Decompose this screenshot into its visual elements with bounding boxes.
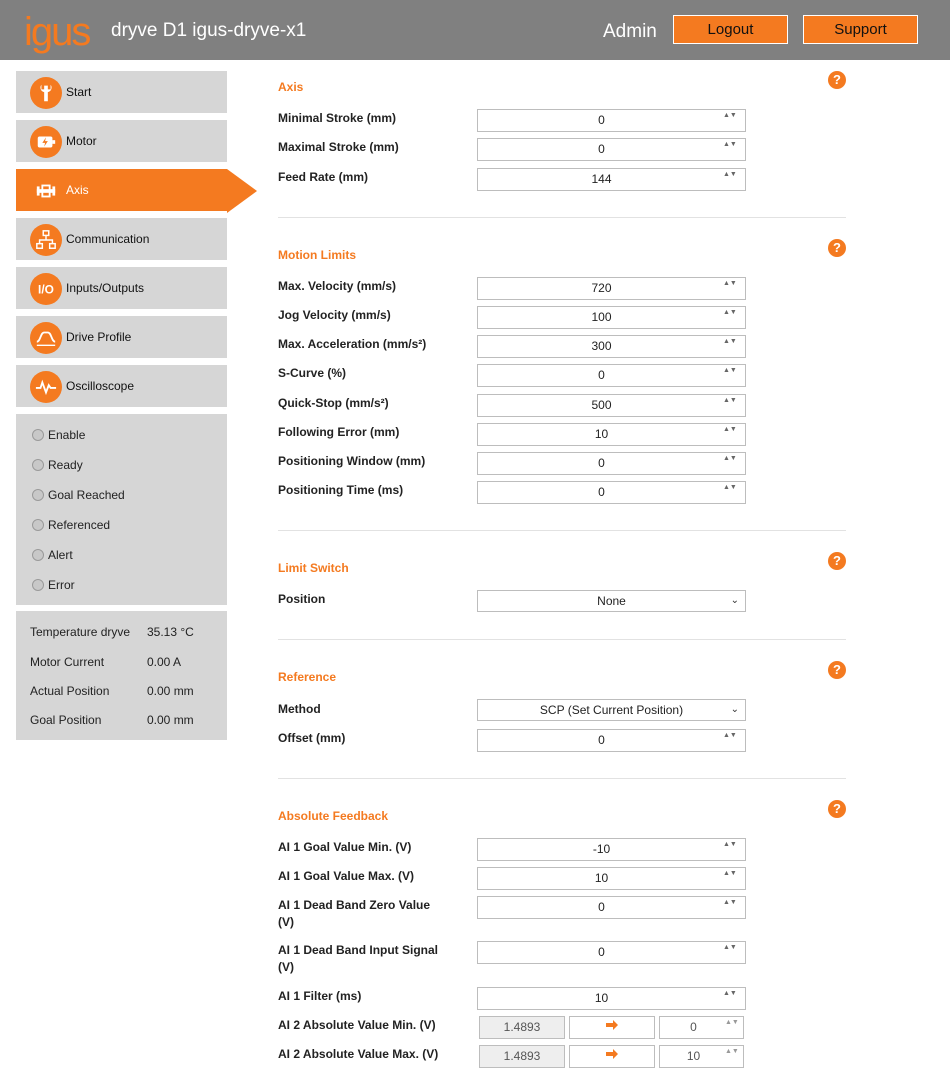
section-title-absolute-feedback: Absolute Feedback bbox=[278, 809, 389, 823]
spinner-icon[interactable]: ▲▼ bbox=[725, 1048, 739, 1055]
sidebar-item-start[interactable] bbox=[16, 71, 227, 114]
status-label: Alert bbox=[48, 548, 73, 562]
status-label: Goal Reached bbox=[48, 488, 125, 502]
info-label: Actual Position bbox=[30, 684, 110, 698]
info-value: 35.13 °C bbox=[147, 625, 194, 639]
field-label: Positioning Window (mm) bbox=[278, 454, 426, 468]
arrow-right-icon bbox=[605, 1048, 619, 1060]
spinner-icon[interactable]: ▲▼ bbox=[723, 141, 737, 148]
sidebar-item-motor[interactable] bbox=[16, 120, 227, 163]
input-value: 100 bbox=[591, 310, 612, 324]
section-title-axis: Axis bbox=[278, 80, 304, 94]
input-value: 0 bbox=[598, 456, 605, 470]
spinner-icon[interactable]: ▲▼ bbox=[723, 944, 737, 951]
field-label: Position bbox=[278, 592, 326, 606]
input-value: 720 bbox=[591, 281, 612, 295]
field-label: AI 1 Dead Band Input Signal (V) bbox=[278, 943, 439, 974]
jog-velocity-input[interactable] bbox=[477, 306, 746, 329]
chevron-down-icon: ⌄ bbox=[730, 704, 739, 715]
status-indicator bbox=[32, 429, 44, 441]
reference-method-select[interactable] bbox=[477, 699, 746, 721]
ai1-dead-band-zero-input[interactable] bbox=[477, 896, 746, 919]
field-label: Jog Velocity (mm/s) bbox=[278, 308, 391, 322]
sidebar-item-label: Start bbox=[66, 85, 92, 99]
spinner-icon[interactable]: ▲▼ bbox=[723, 309, 737, 316]
spinner-icon[interactable]: ▲▼ bbox=[723, 455, 737, 462]
sidebar-item-oscilloscope[interactable] bbox=[16, 365, 227, 408]
info-label: Temperature dryve bbox=[30, 625, 131, 639]
spinner-icon[interactable]: ▲▼ bbox=[723, 732, 737, 739]
info-value: 0.00 mm bbox=[147, 684, 194, 698]
help-icon[interactable]: ? bbox=[828, 71, 846, 89]
live-values-panel bbox=[16, 611, 227, 740]
input-value: 10 bbox=[686, 1049, 701, 1063]
reference-offset-input[interactable] bbox=[477, 729, 746, 752]
svg-text:I/O: I/O bbox=[38, 282, 54, 297]
s-curve-input[interactable] bbox=[477, 364, 746, 387]
spinner-icon[interactable]: ▲▼ bbox=[725, 1019, 739, 1026]
spinner-icon[interactable]: ▲▼ bbox=[723, 899, 737, 906]
input-value: 0 bbox=[598, 485, 605, 499]
input-value: 10 bbox=[594, 991, 609, 1005]
motor-icon bbox=[30, 126, 62, 158]
field-label: AI 2 Absolute Value Min. (V) bbox=[278, 1018, 436, 1032]
input-value: -10 bbox=[592, 842, 611, 856]
ai1-goal-min-input[interactable] bbox=[477, 838, 746, 861]
input-value: 0 bbox=[598, 945, 605, 959]
help-icon[interactable]: ? bbox=[828, 661, 846, 679]
axis-icon bbox=[30, 175, 62, 207]
help-icon[interactable]: ? bbox=[828, 552, 846, 570]
ai1-goal-max-input[interactable] bbox=[477, 867, 746, 890]
field-label: AI 1 Goal Value Min. (V) bbox=[278, 840, 412, 854]
input-value: 0 bbox=[598, 900, 605, 914]
input-value: 500 bbox=[591, 398, 612, 412]
status-indicator bbox=[32, 519, 44, 531]
field-label: Max. Acceleration (mm/s²) bbox=[278, 337, 427, 351]
spinner-icon[interactable]: ▲▼ bbox=[723, 870, 737, 877]
spinner-icon[interactable]: ▲▼ bbox=[723, 171, 737, 178]
positioning-window-input[interactable] bbox=[477, 452, 746, 475]
feed-rate-input[interactable] bbox=[477, 168, 746, 191]
max-velocity-input[interactable] bbox=[477, 277, 746, 300]
input-value: 10 bbox=[594, 427, 609, 441]
status-panel bbox=[16, 414, 227, 605]
field-label: Quick-Stop (mm/s²) bbox=[278, 396, 389, 410]
spinner-icon[interactable]: ▲▼ bbox=[723, 397, 737, 404]
arrow-right-icon bbox=[605, 1019, 619, 1031]
ai2-max-input[interactable] bbox=[659, 1045, 744, 1068]
status-indicator bbox=[32, 579, 44, 591]
field-label: Maximal Stroke (mm) bbox=[278, 140, 399, 154]
help-icon[interactable]: ? bbox=[828, 800, 846, 818]
ai2-min-measured-value: 1.4893 bbox=[479, 1016, 565, 1039]
max-acceleration-input[interactable] bbox=[477, 335, 746, 358]
info-value: 0.00 A bbox=[147, 655, 182, 669]
section-title-reference: Reference bbox=[278, 670, 337, 684]
spinner-icon[interactable]: ▲▼ bbox=[723, 338, 737, 345]
sidebar-item-label: Motor bbox=[66, 134, 97, 148]
ai1-filter-input[interactable] bbox=[477, 987, 746, 1010]
info-label: Goal Position bbox=[30, 713, 102, 727]
help-icon[interactable]: ? bbox=[828, 239, 846, 257]
ai2-max-measured-value: 1.4893 bbox=[479, 1045, 565, 1068]
status-label: Error bbox=[48, 578, 75, 592]
section-title-limit-switch: Limit Switch bbox=[278, 561, 349, 575]
oscilloscope-icon bbox=[30, 371, 62, 403]
select-value: SCP (Set Current Position) bbox=[539, 703, 684, 717]
field-label: Method bbox=[278, 702, 321, 716]
following-error-input[interactable] bbox=[477, 423, 746, 446]
input-value: 0 bbox=[690, 1020, 697, 1034]
field-label: Following Error (mm) bbox=[278, 425, 400, 439]
network-icon bbox=[30, 224, 62, 256]
spinner-icon[interactable]: ▲▼ bbox=[723, 367, 737, 374]
spinner-icon[interactable]: ▲▼ bbox=[723, 112, 737, 119]
input-value: 300 bbox=[591, 339, 612, 353]
quick-stop-input[interactable] bbox=[477, 394, 746, 417]
active-nav-arrow bbox=[227, 169, 257, 213]
ai1-dead-band-input-signal-input[interactable] bbox=[477, 941, 746, 964]
status-indicator bbox=[32, 489, 44, 501]
sidebar-item-axis[interactable] bbox=[16, 169, 227, 212]
wrench-icon bbox=[30, 77, 62, 109]
status-label: Ready bbox=[48, 458, 83, 472]
spinner-icon[interactable]: ▲▼ bbox=[723, 280, 737, 287]
spinner-icon[interactable]: ▲▼ bbox=[723, 841, 737, 848]
field-label: AI 1 Goal Value Max. (V) bbox=[278, 869, 415, 883]
field-label: Minimal Stroke (mm) bbox=[278, 111, 397, 125]
chevron-down-icon: ⌄ bbox=[730, 595, 739, 606]
status-label: Enable bbox=[48, 428, 86, 442]
maximal-stroke-input[interactable] bbox=[477, 138, 746, 161]
apply-ai2-min-button[interactable] bbox=[569, 1016, 655, 1039]
field-label: AI 1 Dead Band Zero Value (V) bbox=[278, 898, 431, 929]
info-value: 0.00 mm bbox=[147, 713, 194, 727]
section-divider bbox=[278, 217, 846, 218]
support-button[interactable]: Support bbox=[803, 15, 918, 44]
sidebar-item-label: Inputs/Outputs bbox=[66, 281, 145, 295]
ai2-min-input[interactable] bbox=[659, 1016, 744, 1039]
input-value: 0 bbox=[598, 142, 605, 156]
status-indicator bbox=[32, 459, 44, 471]
positioning-time-input[interactable] bbox=[477, 481, 746, 504]
sidebar-item-communication[interactable] bbox=[16, 218, 227, 261]
limit-switch-position-select[interactable] bbox=[477, 590, 746, 612]
field-label: Max. Velocity (mm/s) bbox=[278, 279, 397, 293]
igus-logo: igus bbox=[24, 10, 90, 54]
spinner-icon[interactable]: ▲▼ bbox=[723, 426, 737, 433]
user-name: Admin bbox=[603, 21, 657, 42]
field-label: S-Curve (%) bbox=[278, 366, 347, 380]
input-value: 144 bbox=[591, 172, 612, 186]
info-label: Motor Current bbox=[30, 655, 105, 669]
field-label: Positioning Time (ms) bbox=[278, 483, 404, 497]
drive-profile-icon bbox=[30, 322, 62, 354]
minimal-stroke-input[interactable] bbox=[477, 109, 746, 132]
field-label: AI 2 Absolute Value Max. (V) bbox=[278, 1047, 439, 1061]
sidebar-item-inputs-outputs[interactable] bbox=[16, 267, 227, 310]
field-label: Offset (mm) bbox=[278, 731, 346, 745]
input-value: 0 bbox=[598, 113, 605, 127]
section-divider bbox=[278, 530, 846, 531]
input-value: 0 bbox=[598, 368, 605, 382]
field-label: AI 1 Filter (ms) bbox=[278, 989, 362, 1003]
device-title: dryve D1 igus-dryve-x1 bbox=[111, 20, 307, 41]
section-title-motion-limits: Motion Limits bbox=[278, 248, 356, 262]
input-value: 10 bbox=[594, 871, 609, 885]
sidebar-item-label: Drive Profile bbox=[66, 330, 132, 344]
spinner-icon[interactable]: ▲▼ bbox=[723, 990, 737, 997]
logout-button[interactable]: Logout bbox=[673, 15, 788, 44]
select-value: None bbox=[597, 594, 626, 608]
sidebar-item-label: Communication bbox=[66, 232, 150, 246]
sidebar-item-label: Axis bbox=[66, 183, 89, 197]
section-divider bbox=[278, 639, 846, 640]
section-divider bbox=[278, 778, 846, 779]
status-label: Referenced bbox=[48, 518, 111, 532]
sidebar-item-drive-profile[interactable] bbox=[16, 316, 227, 359]
apply-ai2-max-button[interactable] bbox=[569, 1045, 655, 1068]
status-indicator bbox=[32, 549, 44, 561]
sidebar-item-label: Oscilloscope bbox=[66, 379, 135, 393]
field-label: Feed Rate (mm) bbox=[278, 170, 369, 184]
io-icon bbox=[30, 273, 62, 305]
spinner-icon[interactable]: ▲▼ bbox=[723, 484, 737, 491]
top-bar bbox=[0, 0, 950, 60]
input-value: 0 bbox=[598, 733, 605, 747]
